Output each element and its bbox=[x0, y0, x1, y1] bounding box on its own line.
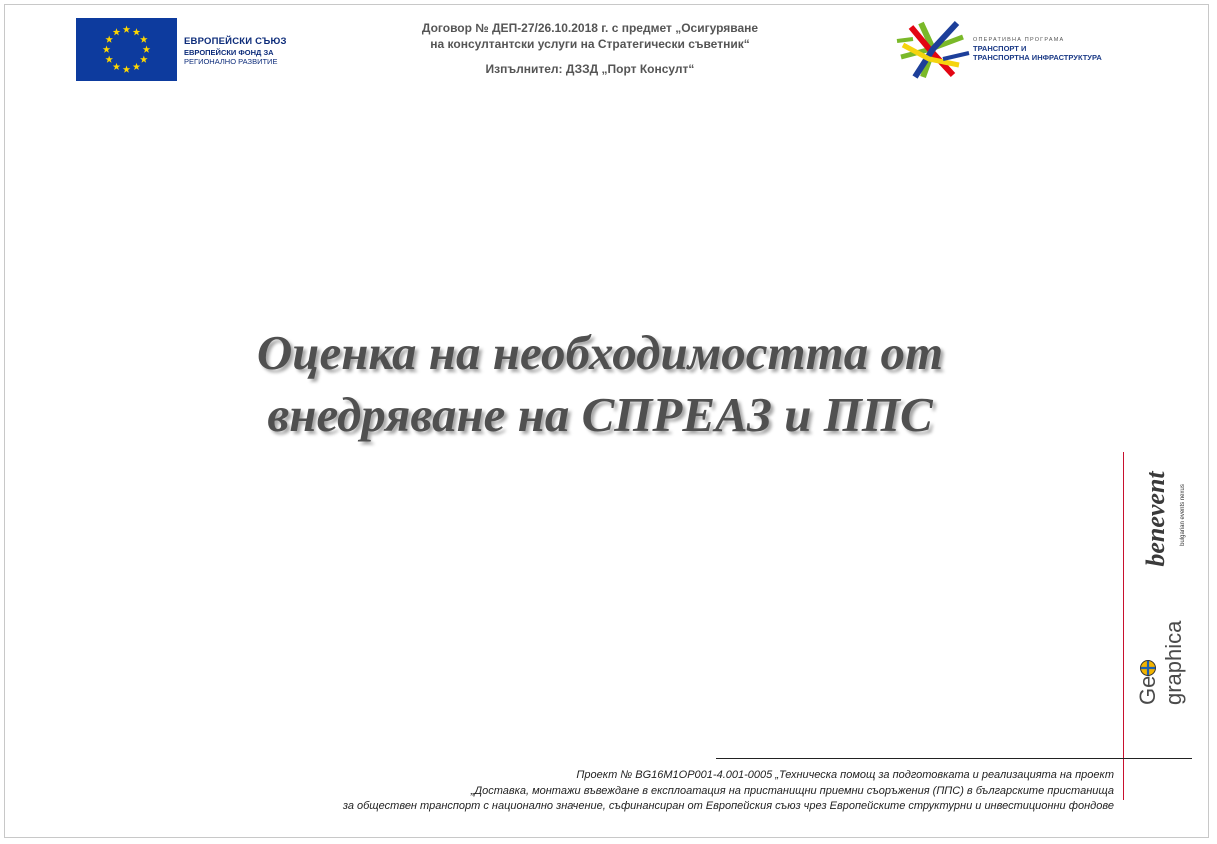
op-text bbox=[973, 37, 1102, 62]
project-footer bbox=[150, 768, 1114, 815]
eu-flag-icon bbox=[76, 18, 177, 81]
eu-title: ЕВРОПЕЙСКИ СЪЮЗ bbox=[184, 36, 287, 47]
footer-line-2: „Доставка, монтажи въвеждане в експлоатация на пристанищни приемни съоръжения (ППС) в българските пристанища bbox=[470, 784, 1114, 797]
contract-line-1: Договор № ДЕП-27/26.10.2018 г. с предмет „Осигуряване bbox=[421, 21, 759, 35]
op-line-2: ТРАНСПОРТНА ИНФРАСТРУКТУРА bbox=[973, 53, 1102, 62]
eu-fund-line1: ЕВРОПЕЙСКИ ФОНД ЗА bbox=[184, 48, 274, 57]
document-title bbox=[150, 322, 1050, 446]
globe-icon bbox=[1140, 660, 1156, 676]
title-line-2: внедряване на СПРЕАЗ и ППС bbox=[267, 387, 933, 442]
contract-line-2: на консултантски услуги на Стратегически съветник“ bbox=[430, 37, 750, 51]
contract-header bbox=[390, 20, 790, 77]
eu-text bbox=[184, 36, 287, 66]
footer-divider bbox=[716, 758, 1192, 759]
op-transport-logo bbox=[893, 19, 1133, 81]
benevent-subtitle: bulgarian events nexus bbox=[1180, 484, 1186, 546]
benevent-name: benevent bbox=[1141, 471, 1170, 567]
op-line-1: ТРАНСПОРТ И bbox=[973, 44, 1027, 53]
eu-logo bbox=[76, 18, 316, 82]
contractor-line: Изпълнител: ДЗЗД „Порт Консулт“ bbox=[485, 62, 695, 76]
title-line-1: Оценка на необходимостта от bbox=[256, 325, 944, 380]
benevent-logo bbox=[1128, 462, 1188, 582]
red-vertical-divider bbox=[1123, 452, 1124, 800]
geo-suffix: graphica bbox=[1161, 620, 1186, 705]
op-transport-mark-icon bbox=[893, 19, 973, 79]
footer-line-3: за обществен транспорт с национално значение, съфинансиран от Европейския съюз чрез Европейските структурни и инвестиционни фондове bbox=[342, 800, 1114, 812]
geographica-logo bbox=[1135, 615, 1186, 705]
geo-prefix: Ge bbox=[1135, 675, 1160, 705]
op-small-label: ОПЕРАТИВНА ПРОГРАМА bbox=[973, 37, 1065, 43]
footer-line-1: Проект № BG16M1OP001-4.001-0005 „Техническа помощ за подготовката и реализацията на проект bbox=[576, 769, 1114, 781]
eu-fund-line2: РЕГИОНАЛНО РАЗВИТИЕ bbox=[184, 57, 278, 66]
